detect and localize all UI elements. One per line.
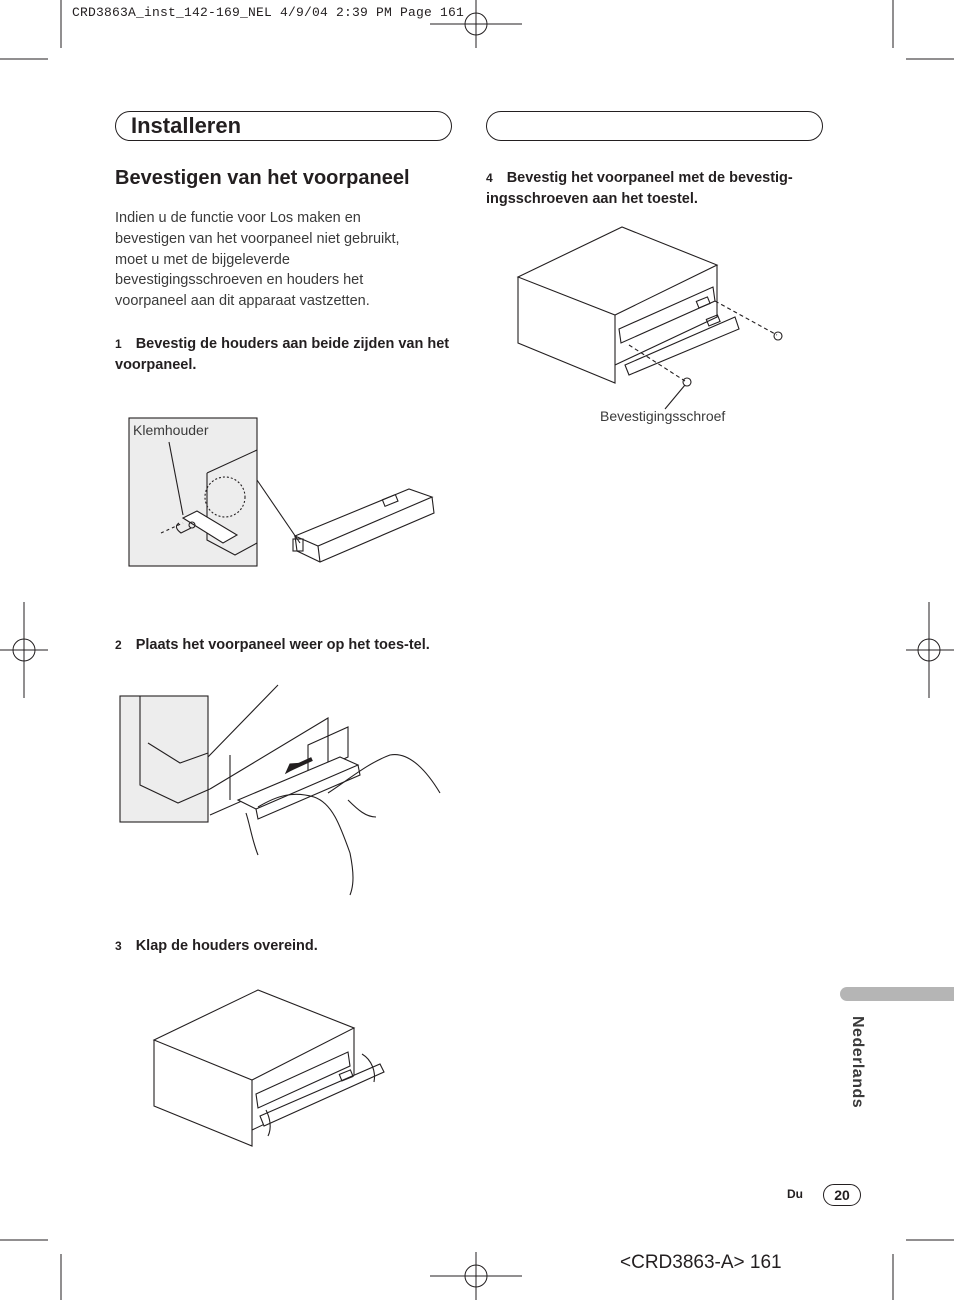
step-text: Klap de houders overeind. (135, 938, 318, 954)
page-number: 20 (823, 1184, 861, 1206)
step-number: 3 (115, 939, 122, 953)
figure-insert-panel (118, 685, 448, 900)
step-4 (486, 168, 826, 210)
figure-fixing-screws (515, 225, 795, 435)
figure-clamp-holder (125, 415, 445, 580)
step-text: Bevestig de houders aan beide zijden van het voorpaneel. (115, 336, 450, 373)
language-side-label: Nederlands (849, 1016, 866, 1109)
figure-fold-holders (150, 988, 390, 1148)
step-number: 2 (115, 638, 122, 652)
print-header: CRD3863A_inst_142-169_NEL 4/9/04 2:39 PM Page 161 (72, 5, 465, 20)
step-number: 4 (486, 171, 493, 185)
intro-paragraph: Indien u de functie voor Los maken en bevestigen van het voorpaneel niet gebruikt, moet u met de bijgeleverde bevestigingsschroeven en houders het voorpaneel aan dit apparaat vastzetten. (115, 210, 400, 310)
subheading: Bevestigen van het voorpaneel (115, 167, 410, 189)
step-1 (115, 334, 455, 376)
step-number: 1 (115, 337, 122, 351)
step-text: Plaats het voorpaneel weer op het toes-tel. (135, 637, 430, 653)
step-text: Bevestig het voorpaneel met de bevestig-ingsschroeven aan het toestel. (486, 170, 793, 207)
language-code: Du (787, 1187, 803, 1201)
language-side-tab (840, 987, 954, 1001)
footer-code: <CRD3863-A> 161 (620, 1252, 782, 1273)
section-header-box-empty (486, 111, 823, 141)
step-2 (115, 635, 455, 656)
section-title: Installeren (131, 113, 242, 138)
label-clamp-holder: Klemhouder (133, 422, 209, 438)
step-3 (115, 936, 455, 957)
label-fixing-screw: Bevestigingsschroef (600, 408, 726, 424)
